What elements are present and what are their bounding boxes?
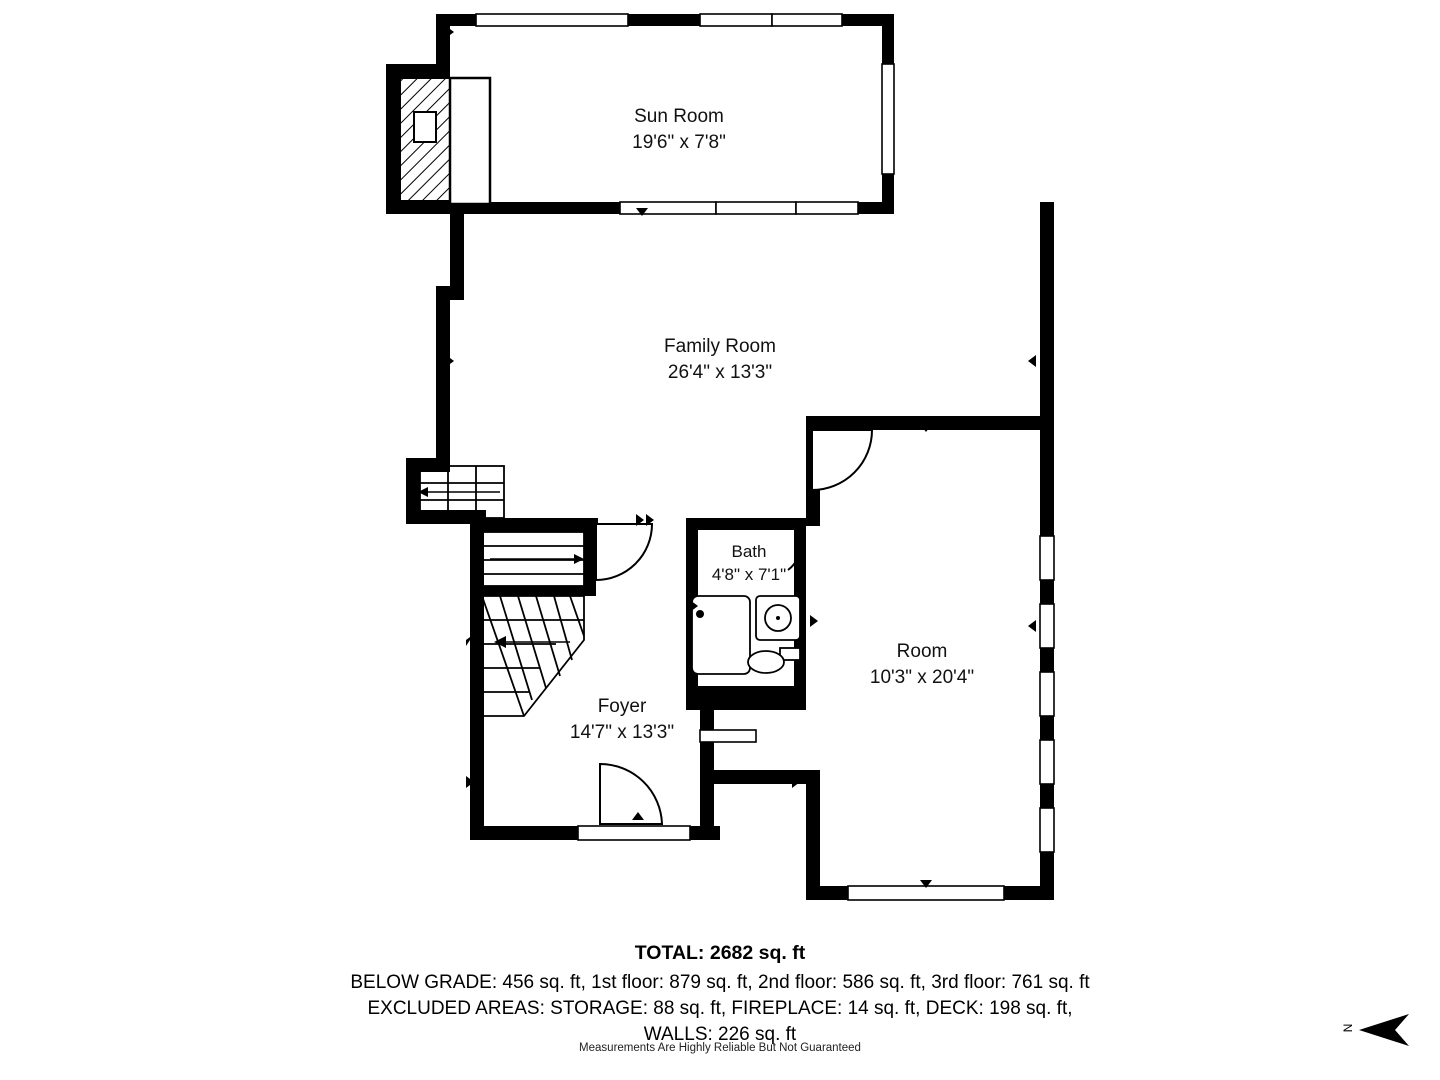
room-dimensions: 10'3" x 20'4"	[869, 666, 975, 688]
north-compass	[1337, 1012, 1417, 1048]
room-name: Room	[896, 641, 948, 662]
room-name: Bath	[731, 542, 767, 561]
area-breakdown-line-3: WALLS: 226 sq. ft	[643, 1024, 797, 1046]
area-summary	[0, 942, 1440, 1049]
room-dimensions: 4'8" x 7'1"	[711, 564, 787, 584]
bathroom-fixtures	[692, 596, 800, 674]
room-dimensions: 19'6" x 7'8"	[632, 131, 726, 153]
area-breakdown-line-1: BELOW GRADE: 456 sq. ft, 1st floor: 879 sq. ft, 2nd floor: 586 sq. ft, 3rd floor: 761 sq. ft	[350, 972, 1090, 993]
room-name: Sun Room	[634, 106, 724, 127]
total-area-text: TOTAL: 2682 sq. ft	[634, 942, 806, 964]
area-breakdown-line-2: EXCLUDED AREAS: STORAGE: 88 sq. ft, FIREPLACE: 14 sq. ft, DECK: 198 sq. ft,	[367, 998, 1073, 1020]
measurement-disclaimer: Measurements Are Highly Reliable But Not Guaranteed	[579, 1042, 861, 1054]
north-label: N	[1340, 1023, 1355, 1033]
room-name: Foyer	[597, 696, 647, 717]
room-name: Family Room	[664, 336, 776, 357]
room-dimensions: 26'4" x 13'3"	[667, 361, 773, 383]
room-dimensions: 14'7" x 13'3"	[569, 721, 675, 743]
windows	[476, 14, 1054, 900]
fireplace	[400, 78, 490, 204]
dimension-markers	[446, 26, 1036, 888]
